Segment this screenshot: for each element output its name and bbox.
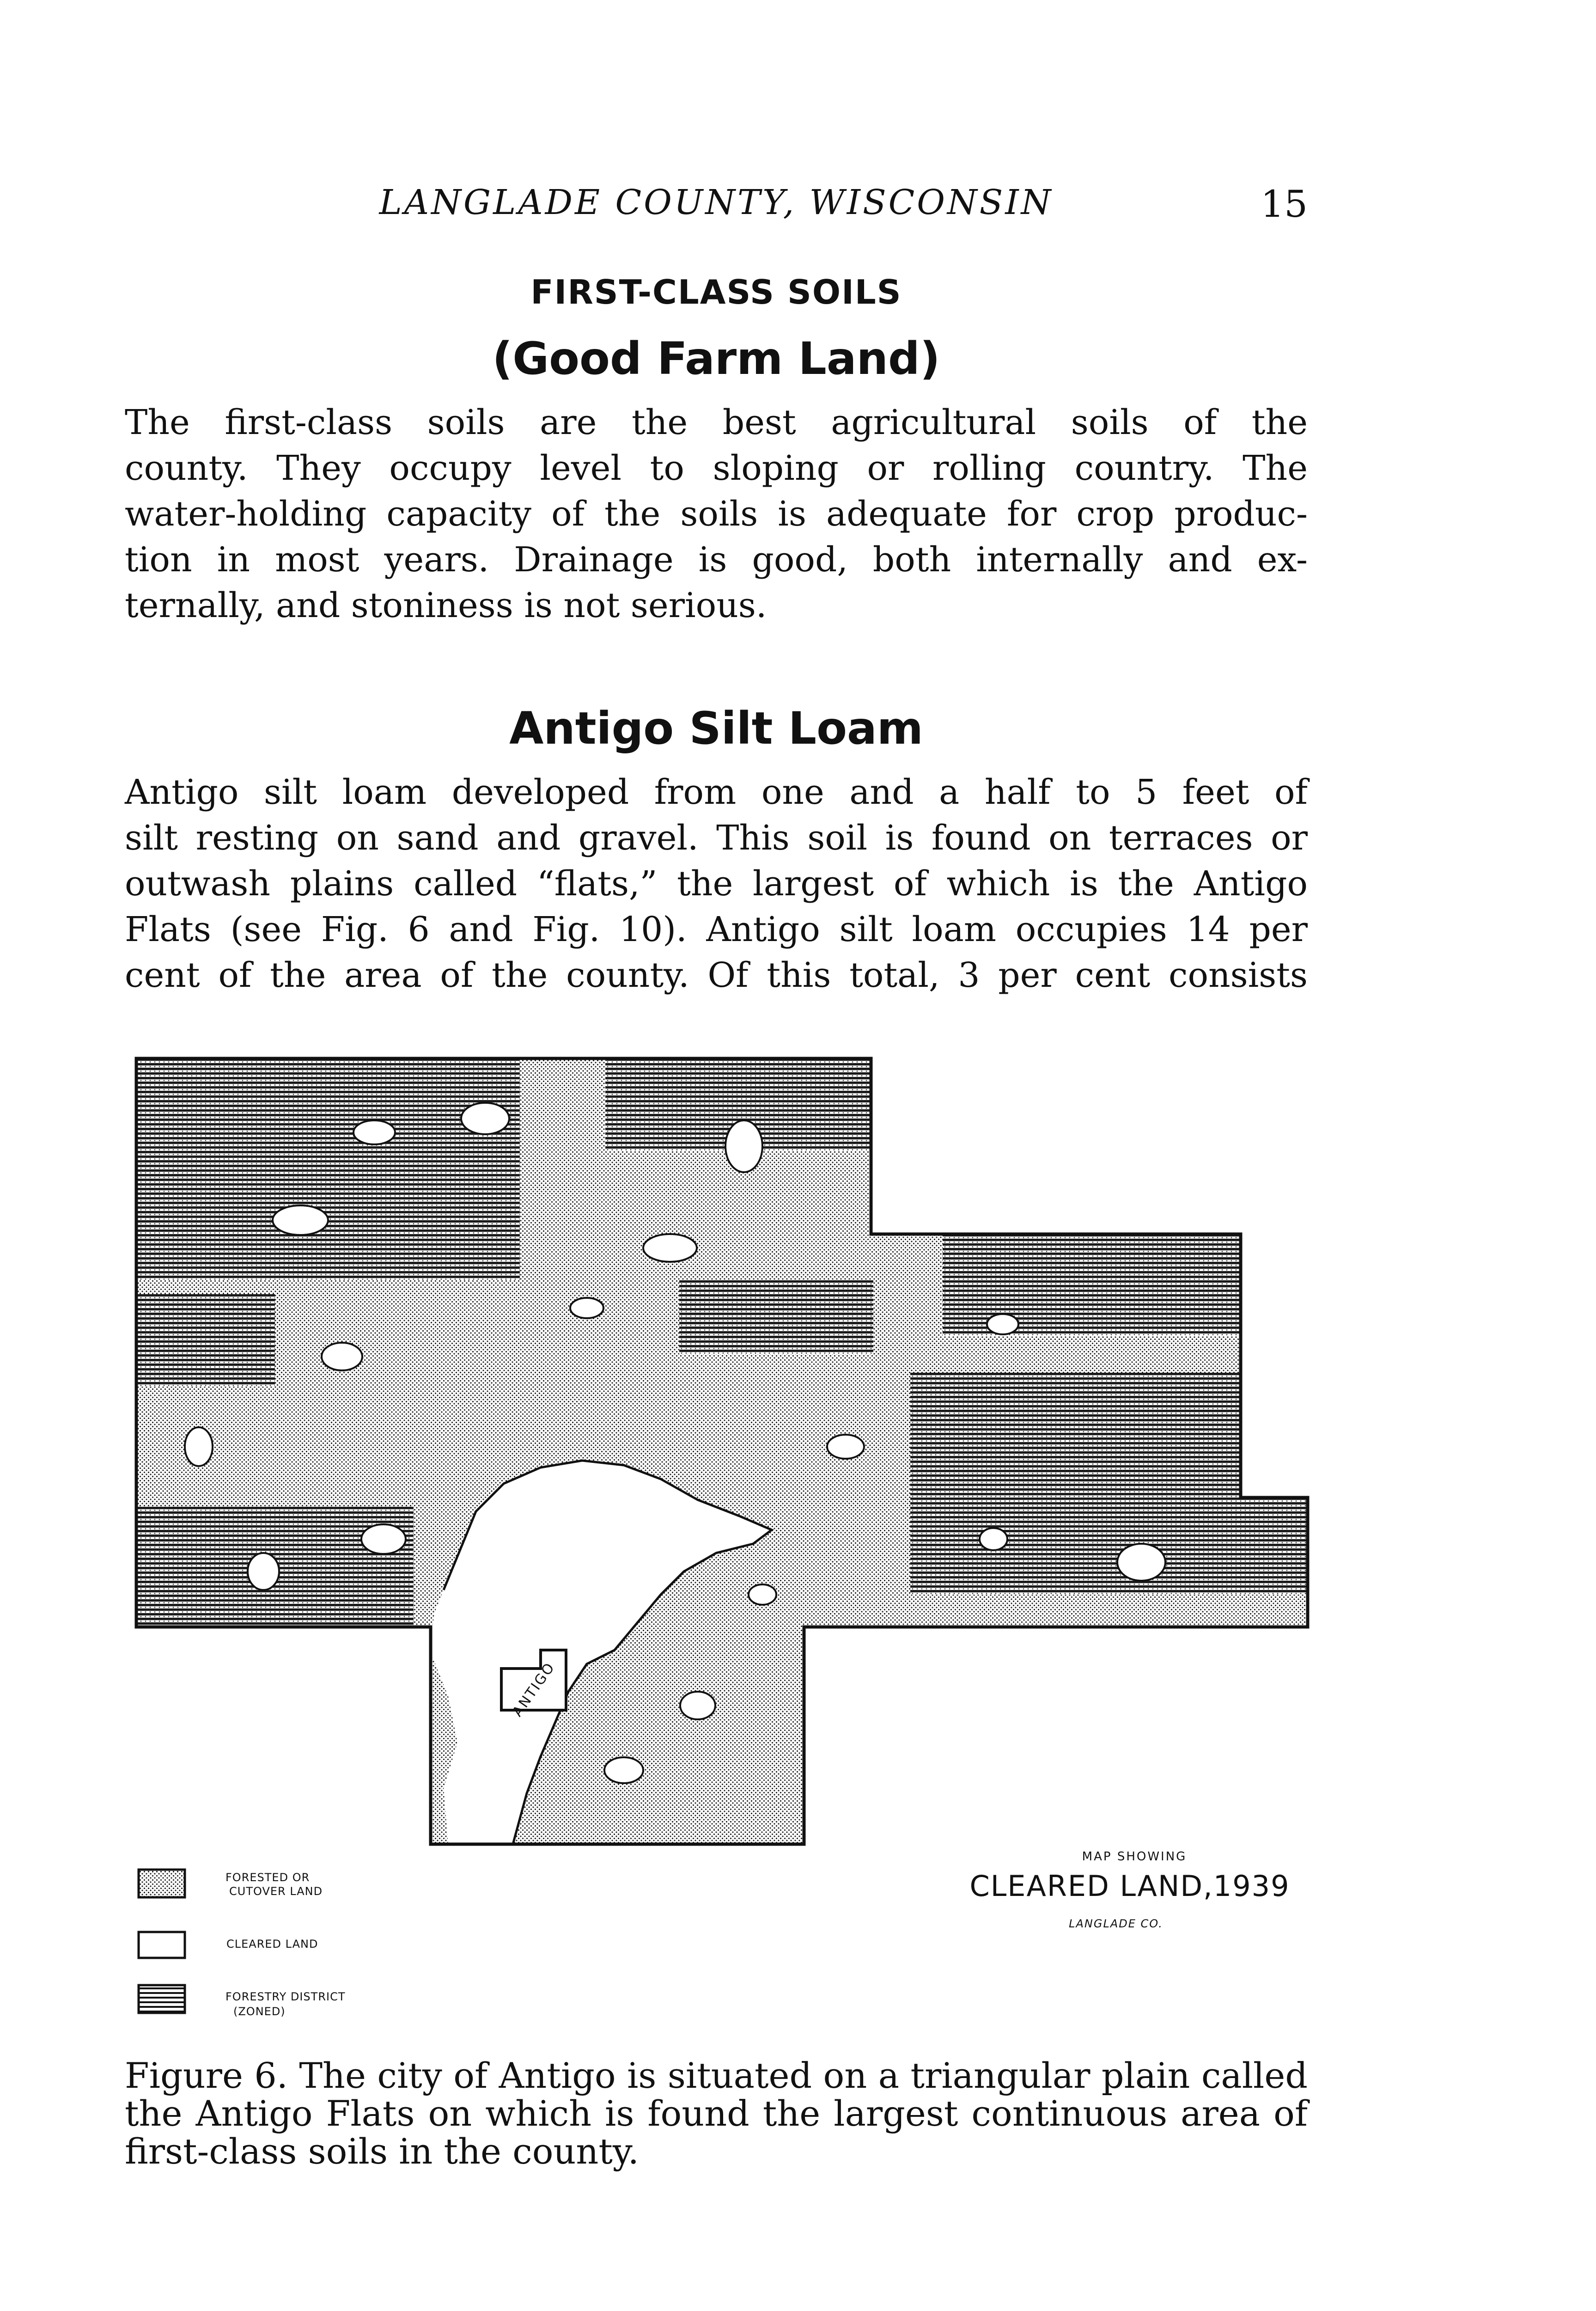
legend-swatch-forestry-district — [139, 1985, 185, 2013]
paragraph-line: cent of the area of the county. Of this total, 3 per cent consists — [125, 955, 1308, 995]
cleared-land-map — [125, 1049, 1326, 2052]
legend-label-cleared: CLEARED LAND — [226, 1938, 318, 1950]
antigo-silt-loam-paragraph — [125, 770, 1308, 998]
legend-label-forested: FORESTED OR — [225, 1871, 310, 1884]
legend-label-forestry-district: FORESTRY DISTRICT — [225, 1990, 346, 2003]
map-title-top: MAP SHOWING — [1082, 1850, 1187, 1864]
section-subheading: (Good Farm Land) — [492, 333, 940, 385]
map-title — [969, 1850, 1290, 1930]
paragraph-line: Antigo silt loam developed from one and a half to 5 feet of — [125, 772, 1308, 812]
running-title: LANGLADE COUNTY, WISCONSIN — [379, 183, 1054, 222]
legend-swatch-cleared — [139, 1932, 185, 1958]
paragraph-line: water-holding capacity of the soils is adequate for crop produc- — [125, 494, 1308, 534]
paragraph-line: silt resting on sand and gravel. This soil is found on terraces or — [125, 818, 1308, 858]
antigo-city-label: ANTIGO — [509, 1659, 559, 1720]
section-heading: FIRST-CLASS SOILS — [530, 273, 902, 312]
cleared-land-map-figure — [125, 1049, 1326, 2052]
legend-label-zoned: (ZONED) — [233, 2005, 286, 2018]
figure-caption: Figure 6. The city of Antigo is situated on a triangular plain called the Antigo Flats on which is found the largest continuous area of first-class soils in the county. — [125, 2055, 1308, 2172]
map-title-main: CLEARED LAND,1939 — [969, 1869, 1290, 1903]
paragraph-line: The first-class soils are the best agricultural soils of the — [125, 403, 1308, 442]
page-header — [125, 183, 1308, 238]
paragraph-line: outwash plains called “flats,” the largest of which is the Antigo — [125, 864, 1308, 904]
page-number: 15 — [1261, 183, 1308, 226]
paragraph-line: Flats (see Fig. 6 and Fig. 10). Antigo silt loam occupies 14 per — [125, 910, 1308, 949]
map-legend — [139, 1870, 345, 2018]
first-class-soils-paragraph — [125, 400, 1308, 629]
map-title-bottom: LANGLADE CO. — [1069, 1917, 1163, 1930]
legend-swatch-forested — [139, 1870, 185, 1897]
paragraph-line: ternally, and stoniness is not serious. — [125, 586, 767, 625]
legend-label-forested-2: CUTOVER LAND — [229, 1885, 323, 1898]
paragraph-line: tion in most years. Drainage is good, both internally and ex- — [125, 540, 1308, 580]
paragraph-line: county. They occupy level to sloping or rolling country. The — [125, 448, 1308, 488]
soil-heading: Antigo Silt Loam — [509, 703, 923, 754]
